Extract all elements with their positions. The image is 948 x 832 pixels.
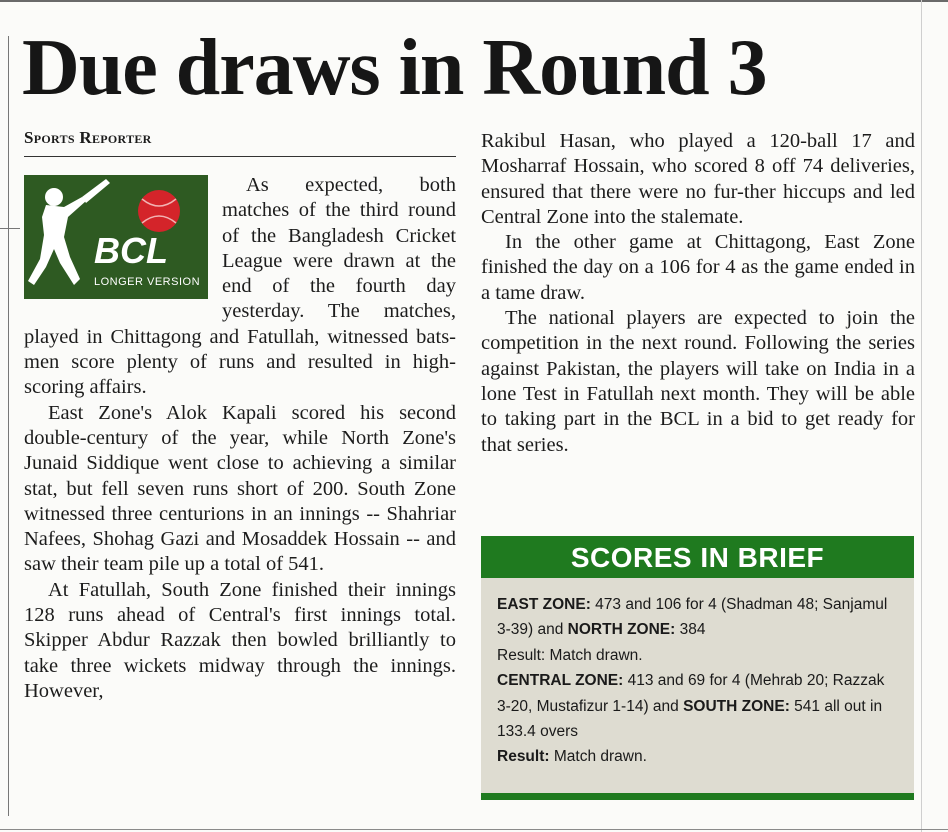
score-line: Result: Match drawn. [497,646,643,664]
byline-rule [24,156,456,157]
article-column-right [481,129,915,458]
paragraph-4: Rakibul Hasan, who played a 120-ball 17 and Mosharraf Hossain, who scored 8 off 74 deliveries, ensured that there were no fur-ther hiccups and led Central Zone into the stalemate. [481,130,916,228]
score-line: 3-39) and NORTH ZONE: 384 [497,621,706,639]
scores-footer-bar [481,793,914,800]
left-rule-tick [0,228,20,229]
score-line: EAST ZONE: 473 and 106 for 4 (Shadman 48; Sanjamul [497,596,888,613]
paragraph-6: The national players are expected to join the competition in the next round. Following the series against Pakistan, the players will take on India in a lone Test in Fatullah next month. They will be able to taking part in the BCL in a bid to get ready for that series. [481,307,915,456]
logo-text: BCL [94,230,168,271]
right-page-edge [921,0,922,832]
scores-body [481,578,914,770]
top-rule [0,0,948,2]
paragraph-5: In the other game at Chittagong, East Zone finished the day on a 106 for 4 as the game ended in a tame draw. [481,231,916,304]
score-line: Result: Match drawn. [497,748,647,766]
scores-title: SCORES IN BRIEF [481,536,914,578]
scores-in-brief-box [481,536,914,800]
score-line: CENTRAL ZONE: 413 and 69 for 4 (Mehrab 20; Razzak [497,672,885,690]
left-column-rule [8,36,9,816]
paragraph-2: East Zone's Alok Kapali scored his second double-century of the year, while North Zone's Junaid Siddique went close to achieving a similar stat, but fell seven runs short of 200. South Zone witnessed three centurions in an innings -- Shahriar Nafees, Shohag Gazi and Mosaddek Hossain -- and saw their team pile up a total of 541. [24,401,457,576]
paragraph-1: As expected, both matches of the third round of the Bangladesh Cricket League were drawn at the end of the fourth day yesterday. The matches, played in Chittagong and Fatullah, witnessed bats-men score plenty of runs and resulted in high-scoring affairs. [24,174,457,399]
article-column-left [24,173,456,704]
headline: Due draws in Round 3 [22,24,767,112]
byline: Sports Reporter [24,128,152,147]
logo-subtext: LONGER VERSION [94,276,201,288]
cricket-batsman-logo [24,175,208,299]
bcl-logo-graphic [24,175,208,299]
cricket-ball-icon [138,190,180,232]
score-line: 3-20, Mustafizur 1-14) and SOUTH ZONE: 541 all out in [497,697,883,715]
bottom-rule [0,829,948,830]
score-line: 133.4 overs [497,723,578,741]
paragraph-3: At Fatullah, South Zone finished their innings 128 runs ahead of Central's first innings total. Skipper Abdur Razzak then bowled brilliantly to take three wickets midway through the innings. However, [24,578,457,702]
